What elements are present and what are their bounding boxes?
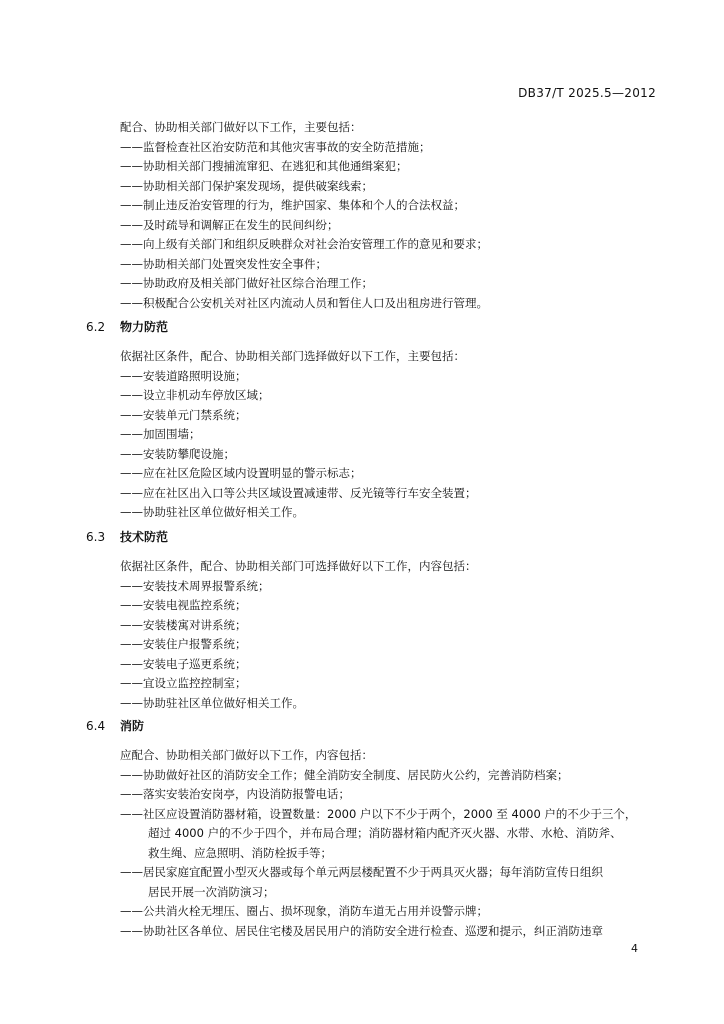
section-heading-6-3 xyxy=(86,528,168,548)
section-title: 消防 xyxy=(120,719,145,733)
list-item: ——安装技术周界报警系统； xyxy=(120,578,270,593)
list-item-line: ——社区应设置消防器材箱，设置数量：2000 户以下不少于两个，2000 至 4000 户的不少于三个， xyxy=(120,806,637,821)
list-item: ——安装防攀爬设施； xyxy=(120,446,235,461)
list-item: ——制止违反治安管理的行为，维护国家、集体和个人的合法权益； xyxy=(120,198,465,212)
list-item: ——协助相关部门处置突发性安全事件； xyxy=(120,256,327,271)
list-item-line: 超过 4000 户的不少于四个，并布局合理；消防器材箱内配齐灭火器、水带、水枪、消防斧、 xyxy=(148,826,622,840)
list-item-line: ——居民家庭宜配置小型灭火器或每个单元两层楼配置不少于两具灭火器；每年消防宣传日组织 xyxy=(120,865,603,879)
list-item: ——宜设立监控控制室； xyxy=(120,676,247,690)
list-item xyxy=(120,863,660,902)
list-item: ——协助驻社区单位做好相关工作。 xyxy=(120,695,304,710)
section-paragraph: 依据社区条件，配合、协助相关部门可选择做好以下工作，内容包括： xyxy=(120,559,477,573)
section-title: 物力防范 xyxy=(120,320,169,334)
intro-paragraph: 配合、协助相关部门做好以下工作，主要包括： xyxy=(120,120,362,134)
list-item: ——积极配合公安机关对社区内流动人员和暂住人口及出租房进行管理。 xyxy=(120,295,488,310)
document-code: DB37/T 2025.5—2012 xyxy=(518,86,656,100)
list-item: ——安装楼寓对讲系统； xyxy=(120,617,247,632)
page-number: 4 xyxy=(631,942,638,955)
section-number: 6.4 xyxy=(86,719,106,733)
list-item: ——协助政府及相关部门做好社区综合治理工作； xyxy=(120,276,373,290)
list-item: ——安装住户报警系统； xyxy=(120,637,247,651)
list-item: ——安装单元门禁系统； xyxy=(120,407,247,422)
list-item: ——安装电视监控系统； xyxy=(120,598,247,612)
list-item: ——设立非机动车停放区域； xyxy=(120,388,270,402)
list-item: ——协助社区各单位、居民住宅楼及居民用户的消防安全进行检查、巡逻和提示，纠正消防违章 xyxy=(120,923,603,938)
list-item: ——协助相关部门保护案发现场，提供破案线索； xyxy=(120,178,373,193)
list-item: ——安装电子巡更系统； xyxy=(120,656,247,671)
list-item: ——及时疏导和调解正在发生的民间纠纷； xyxy=(120,217,339,232)
list-item: ——公共消火栓无埋压、圈占、损坏现象，消防车道无占用并设警示牌； xyxy=(120,904,488,918)
list-item: ——落实安装治安岗亭，内设消防报警电话； xyxy=(120,787,350,801)
section-number: 6.3 xyxy=(86,530,106,544)
list-item: ——加固围墙； xyxy=(120,427,201,441)
section-heading-6-4 xyxy=(86,717,144,737)
section-number: 6.2 xyxy=(86,320,106,334)
list-item: ——向上级有关部门和组织反映群众对社会治安管理工作的意见和要求； xyxy=(120,237,488,251)
list-item: ——安装道路照明设施； xyxy=(120,368,247,383)
list-item: ——监督检查社区治安防范和其他灾害事故的安全防范措施； xyxy=(120,139,431,154)
list-item-line: 居民开展一次消防演习； xyxy=(148,884,275,899)
list-item: ——应在社区出入口等公共区域设置减速带、反光镜等行车安全装置； xyxy=(120,485,477,500)
list-item-line: 救生绳、应急照明、消防栓扳手等； xyxy=(148,845,332,860)
list-item: ——应在社区危险区域内设置明显的警示标志； xyxy=(120,466,362,480)
section-paragraph: 应配合、协助相关部门做好以下工作，内容包括： xyxy=(120,748,373,762)
list-item xyxy=(120,805,660,864)
section-heading-6-2 xyxy=(86,318,168,338)
list-item: ——协助相关部门搜捕流窜犯、在逃犯和其他通缉案犯； xyxy=(120,159,408,173)
list-item: ——协助驻社区单位做好相关工作。 xyxy=(120,505,304,519)
list-item: ——协助做好社区的消防安全工作；健全消防安全制度、居民防火公约，完善消防档案； xyxy=(120,767,569,782)
section-paragraph: 依据社区条件，配合、协助相关部门选择做好以下工作，主要包括： xyxy=(120,349,465,363)
section-title: 技术防范 xyxy=(120,530,169,544)
